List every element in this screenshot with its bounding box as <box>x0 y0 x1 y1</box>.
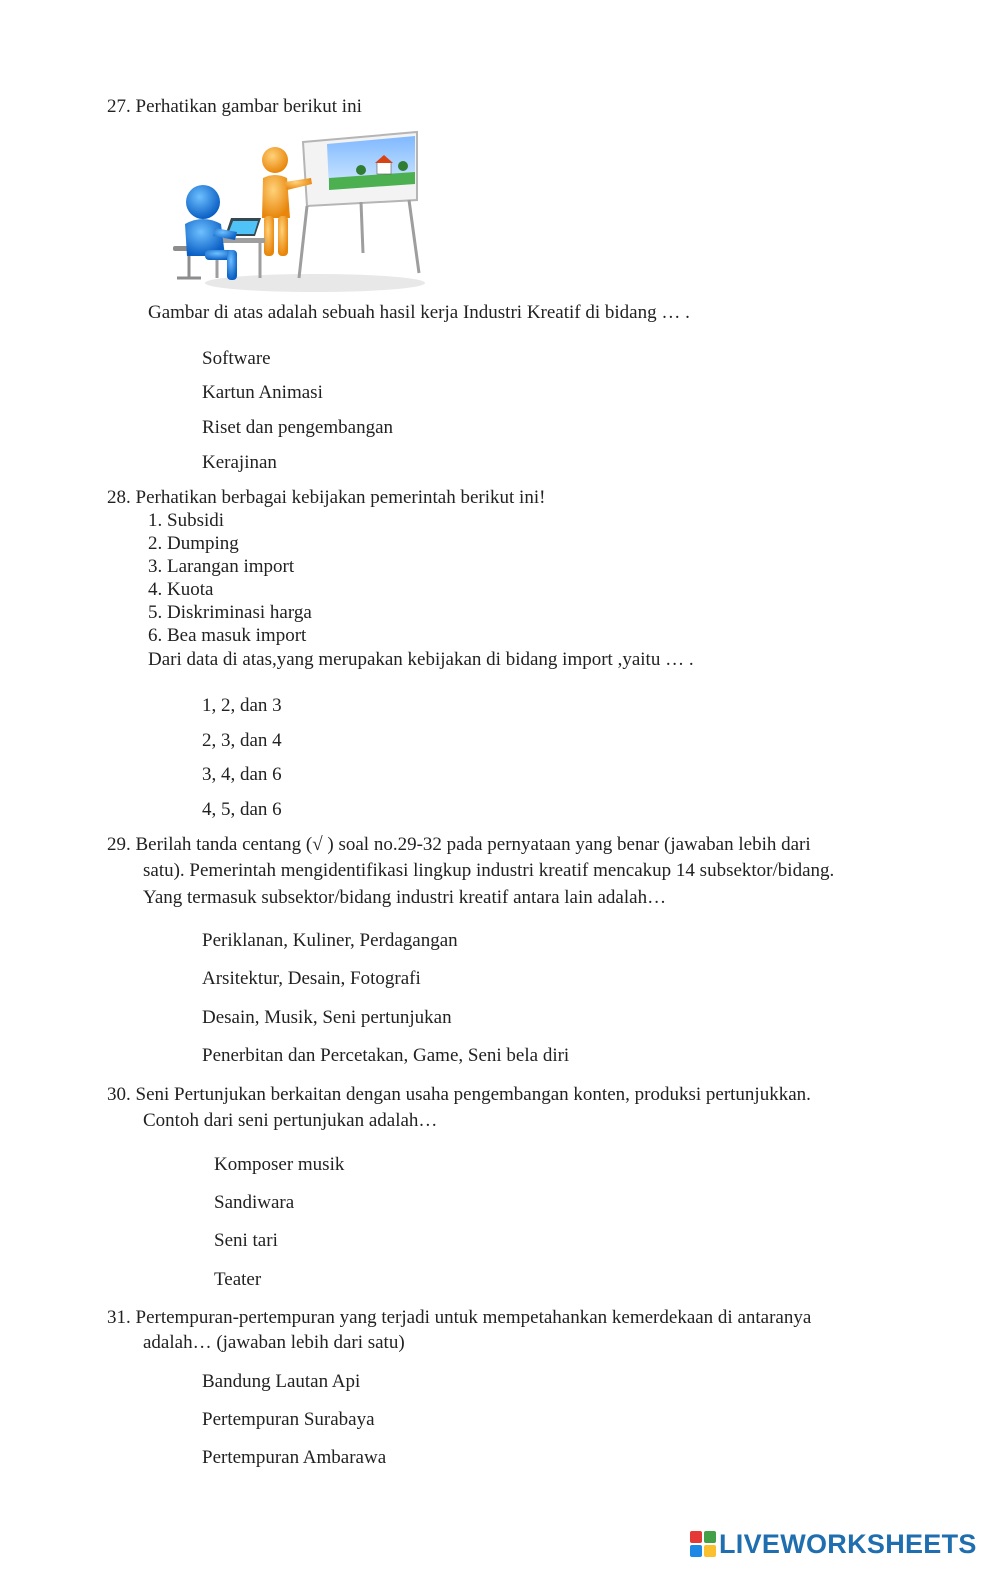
q29-option-periklanan[interactable]: Periklanan, Kuliner, Perdagangan <box>202 930 458 951</box>
q28-title: 28. Perhatikan berbagai kebijakan pemerintah berikut ini! <box>107 487 546 508</box>
q28-list-item: 3. Larangan import <box>148 556 295 577</box>
q28-prompt: Dari data di atas,yang merupakan kebijakan di bidang import ,yaitu … . <box>148 649 694 670</box>
logo-grid-icon <box>690 1531 716 1557</box>
q31-option-ambarawa[interactable]: Pertempuran Ambarawa <box>202 1447 387 1468</box>
logo-square <box>690 1545 702 1557</box>
q30-option-komposer[interactable]: Komposer musik <box>214 1154 345 1175</box>
q28-list-item: 6. Bea masuk import <box>148 625 307 646</box>
q30-text-line: Contoh dari seni pertunjukan adalah… <box>143 1110 438 1131</box>
q30-option-sandiwara[interactable]: Sandiwara <box>214 1192 295 1213</box>
logo-square <box>704 1545 716 1557</box>
q31-option-bandung[interactable]: Bandung Lautan Api <box>202 1371 361 1392</box>
q29-option-arsitektur[interactable]: Arsitektur, Desain, Fotografi <box>202 968 421 989</box>
q27-option-kerajinan[interactable]: Kerajinan <box>202 452 277 473</box>
q28-option-a[interactable]: 1, 2, dan 3 <box>202 695 282 716</box>
q31-text-line: 31. Pertempuran-pertempuran yang terjadi untuk mempetahankan kemerdekaan di antaranya <box>107 1307 812 1328</box>
q28-list-item: 2. Dumping <box>148 533 239 554</box>
q27-prompt: Gambar di atas adalah sebuah hasil kerja Industri Kreatif di bidang … . <box>148 302 690 323</box>
logo-square <box>690 1531 702 1543</box>
q29-option-desain[interactable]: Desain, Musik, Seni pertunjukan <box>202 1007 452 1028</box>
q30-option-teater[interactable]: Teater <box>214 1269 262 1290</box>
q29-option-penerbitan[interactable]: Penerbitan dan Percetakan, Game, Seni bela diri <box>202 1045 570 1066</box>
q29-text-line: Yang termasuk subsektor/bidang industri kreatif antara lain adalah… <box>143 887 667 908</box>
presentation-illustration <box>165 128 425 293</box>
q30-option-seni-tari[interactable]: Seni tari <box>214 1230 278 1251</box>
q29-text-line: satu). Pemerintah mengidentifikasi lingkup industri kreatif mencakup 14 subsektor/bidang. <box>143 860 835 881</box>
q31-text-line: adalah… (jawaban lebih dari satu) <box>143 1332 405 1353</box>
q30-text-line: 30. Seni Pertunjukan berkaitan dengan usaha pengembangan konten, produksi pertunjukkan. <box>107 1084 811 1105</box>
q28-list-item: 4. Kuota <box>148 579 214 600</box>
q27-option-software[interactable]: Software <box>202 348 271 369</box>
q28-list-item: 5. Diskriminasi harga <box>148 602 312 623</box>
q28-option-b[interactable]: 2, 3, dan 4 <box>202 730 282 751</box>
q27-title: 27. Perhatikan gambar berikut ini <box>107 96 362 117</box>
q28-option-c[interactable]: 3, 4, dan 6 <box>202 764 282 785</box>
liveworksheets-logo[interactable] <box>690 1527 990 1561</box>
q31-option-surabaya[interactable]: Pertempuran Surabaya <box>202 1409 375 1430</box>
q29-text-line: 29. Berilah tanda centang (√ ) soal no.29-32 pada pernyataan yang benar (jawaban lebih dari <box>107 834 811 855</box>
q27-option-riset[interactable]: Riset dan pengembangan <box>202 417 394 438</box>
q28-option-d[interactable]: 4, 5, dan 6 <box>202 799 282 820</box>
logo-text: LIVEWORKSHEETS <box>719 1528 977 1559</box>
q27-option-kartun-animasi[interactable]: Kartun Animasi <box>202 382 323 403</box>
logo-square <box>704 1531 716 1543</box>
q28-list-item: 1. Subsidi <box>148 510 225 531</box>
